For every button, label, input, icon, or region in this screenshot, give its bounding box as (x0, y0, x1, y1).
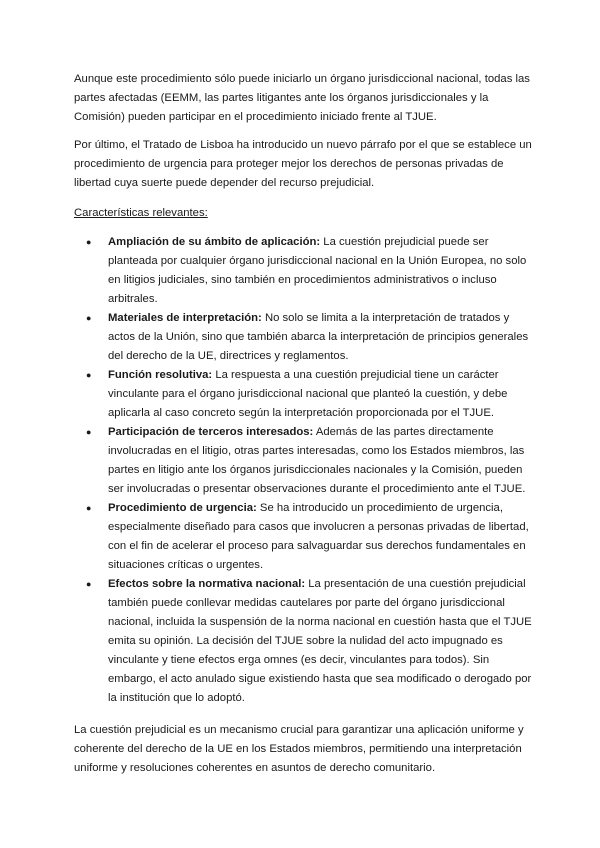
feature-text: La presentación de una cuestión prejudicial también puede conllevar medidas cautelares por parte del órgano jurisdiccional nacional, incluida la suspensión de la norma nacional en cuestión hasta que el TJUE emita su opinión. La decisión del TJUE sobre la nulidad del acto impugnado es vinculante y tiene efectos erga omnes (es decir, vinculantes para todos). Sin embargo, el acto anulado sigue existiendo hasta que sea modificado o derogado por la institución que lo adoptó. (108, 578, 532, 704)
bullet-icon: ● (86, 313, 92, 323)
bullet-icon: ● (86, 427, 92, 437)
feature-term: Ampliación de su ámbito de aplicación: (108, 236, 321, 248)
list-item (86, 499, 536, 575)
feature-term: Materiales de interpretación: (108, 312, 262, 324)
feature-term: Procedimiento de urgencia: (108, 502, 257, 514)
bullet-icon: ● (86, 370, 92, 380)
list-item (86, 233, 536, 309)
feature-term: Efectos sobre la normativa nacional: (108, 578, 306, 590)
intro-paragraph: Aunque este procedimiento sólo puede iniciarlo un órgano jurisdiccional nacional, todas las partes afectadas (EEMM, las partes litigantes ante los órganos jurisdiccionales y la Comisión) pueden participar en el procedimiento iniciado frente al TJUE. (74, 73, 530, 123)
section-heading: Características relevantes: (74, 207, 208, 219)
feature-term: Función resolutiva: (108, 369, 213, 381)
list-item (86, 575, 536, 708)
list-item (86, 423, 536, 499)
lisboa-paragraph: Por último, el Tratado de Lisboa ha introducido un nuevo párrafo por el que se establece un procedimiento de urgencia para proteger mejor los derechos de personas privadas de libertad cuya suerte puede depender del recurso prejudicial. (74, 139, 532, 189)
features-list (74, 233, 536, 708)
bullet-icon: ● (86, 237, 92, 247)
feature-text: La cuestión prejudicial puede ser planteada por cualquier órgano jurisdiccional nacional en la Unión Europea, no solo en litigios judiciales, sino también en procedimientos administrativos o incluso arbitrales. (108, 236, 527, 305)
feature-text: Además de las partes directamente involucradas en el litigio, otras partes interesadas, como los Estados miembros, las partes en litigio ante los órganos jurisdiccionales nacionales y la Comisión, pueden ser involucradas o presentar observaciones durante el procedimiento ante el TJUE. (108, 426, 526, 495)
bullet-icon: ● (86, 503, 92, 513)
feature-term: Participación de terceros interesados: (108, 426, 314, 438)
feature-text: No solo se limita a la interpretación de tratados y actos de la Unión, sino que también abarca la interpretación de principios generales del derecho de la UE, directrices y reglamentos. (108, 312, 529, 362)
list-item (86, 309, 536, 366)
bullet-icon: ● (86, 579, 92, 589)
conclusion-paragraph: La cuestión prejudicial es un mecanismo crucial para garantizar una aplicación uniforme y coherente del derecho de la UE en los Estados miembros, permitiendo una interpretación uniforme y resoluciones coherentes en asuntos de derecho comunitario. (74, 724, 524, 774)
feature-text: Se ha introducido un procedimiento de urgencia, especialmente diseñado para casos que involucren a personas privadas de libertad, con el fin de acelerar el proceso para salvaguardar sus derechos fundamentales en situaciones críticas o urgentes. (108, 502, 529, 571)
list-item (86, 366, 536, 423)
feature-text: La respuesta a una cuestión prejudicial tiene un carácter vinculante para el órgano jurisdiccional nacional que planteó la cuestión, y debe aplicarla al caso concreto según la interpretación proporcionada por el TJUE. (108, 369, 508, 419)
